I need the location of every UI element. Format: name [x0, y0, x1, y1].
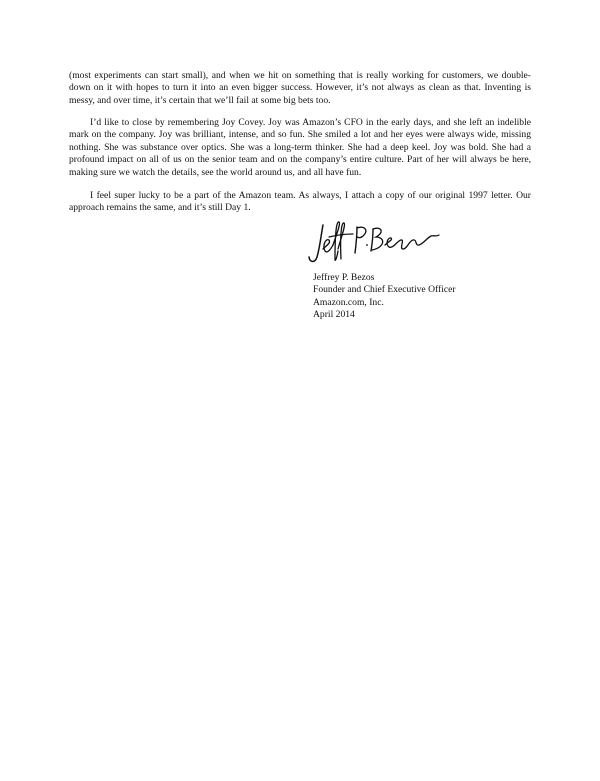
signer-company: Amazon.com, Inc.	[313, 296, 384, 308]
handwritten-signature	[305, 219, 445, 265]
signer-title: Founder and Chief Executive Officer	[313, 284, 456, 296]
letter-paragraph-2: I’d like to close by remembering Joy Covey. Joy was Amazon’s CFO in the early days, and she left an indelible mark on the company. Joy was brilliant, intense, and so fun. She smiled a lot and her eyes were always wide, missing nothing. She was substance over optics. She was a long-term thinker. She had a deep keel. Joy was bold. She had a profound impact on all of us on the senior team and on the company’s entire culture. Part of her will always be here, making sure we watch the details, see the world around us, and all have fun.	[69, 117, 531, 178]
signer-name: Jeffrey P. Bezos	[313, 272, 375, 283]
letter-date: April 2014	[313, 309, 355, 321]
letter-paragraph-3: I feel super lucky to be a part of the Amazon team. As always, I attach a copy of our original 1997 letter. Our approach remains the same, and it’s still Day 1.	[69, 190, 531, 214]
signature-block	[313, 272, 456, 322]
letter-paragraph-1: (most experiments can start small), and when we hit on something that is really working for customers, we double-down on it with hopes to turn it into an even bigger success. However, it’s not always as clean as that. Inventing is messy, and over time, it’s certain that we’ll fail at some big bets too.	[69, 70, 531, 106]
